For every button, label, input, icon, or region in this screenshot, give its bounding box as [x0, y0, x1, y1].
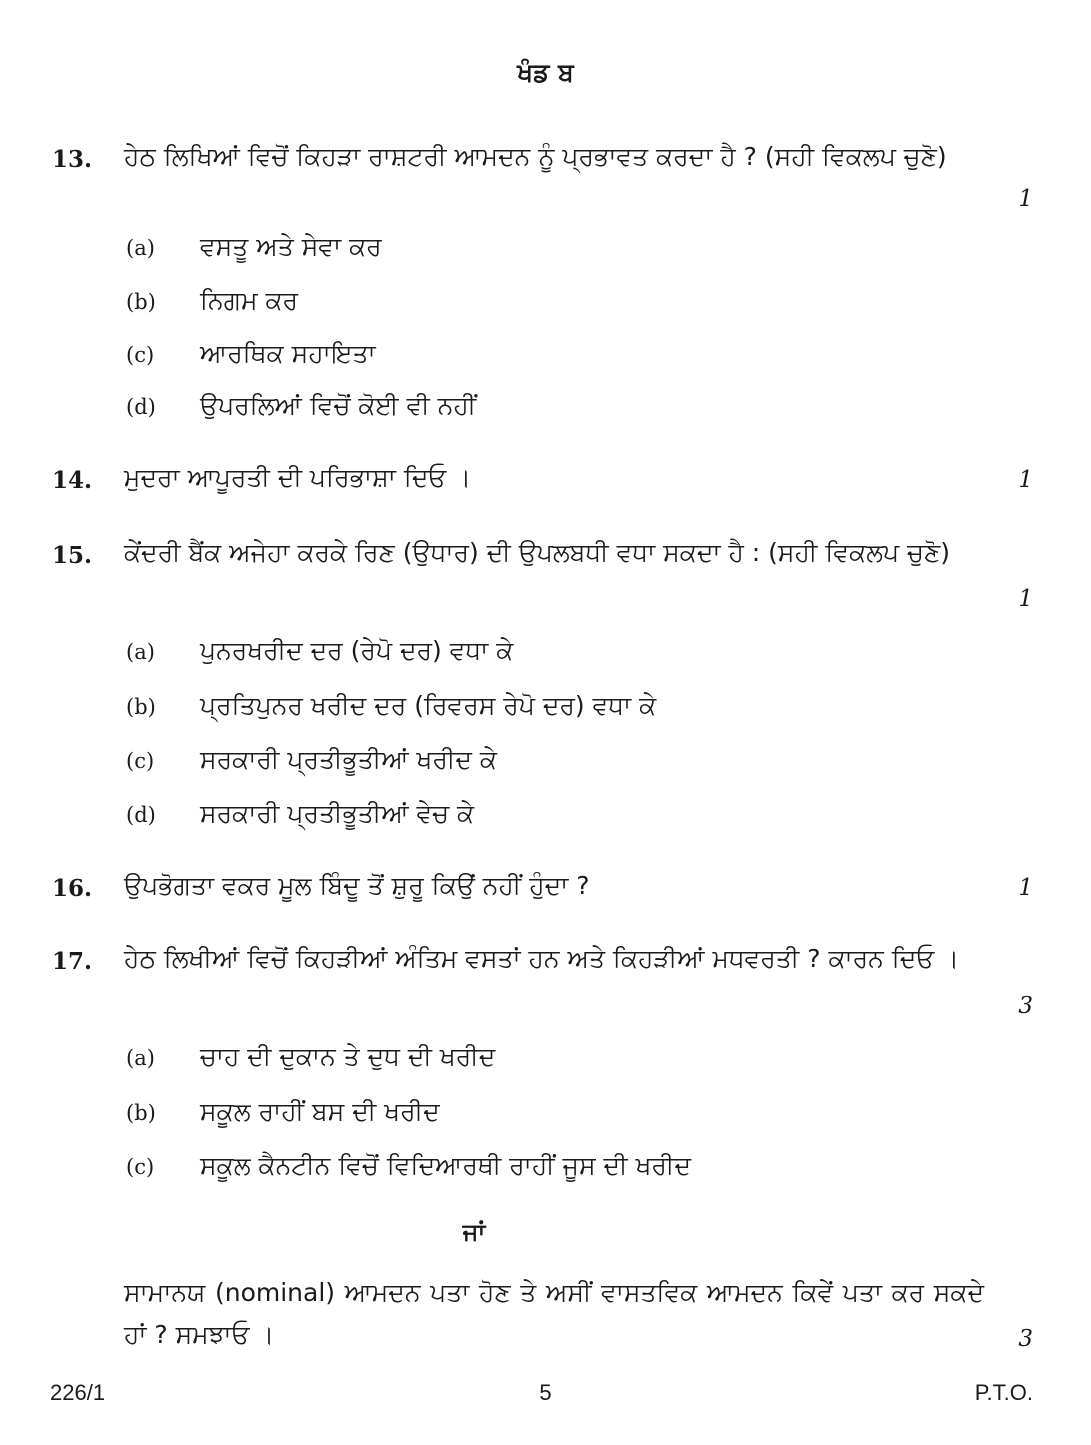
- question-16-number: 16.: [52, 875, 93, 902]
- question-13-text: ਹੇਠ ਲਿਖਿਆਂ ਵਿਚੋਂ ਕਿਹੜਾ ਰਾਸ਼ਟਰੀ ਆਮਦਨ ਨੂੰ ਪ੍ਰਭਾਵਤ ਕਰਦਾ ਹੈ ? (ਸਹੀ ਵਿਕਲਪ ਚੁਣੋ): [124, 142, 947, 171]
- question-14-text: ਮੁਦਰਾ ਆਪੂਰਤੀ ਦੀ ਪਰਿਭਾਸ਼ਾ ਦਿਓ ।: [124, 463, 472, 492]
- question-13-option-a: [126, 232, 382, 262]
- option-text: ਨਿਗਮ ਕਰ: [200, 286, 299, 315]
- option-text: ਸਕੂਲ ਰਾਹੀਂ ਬਸ ਦੀ ਖਰੀਦ: [200, 1097, 440, 1126]
- question-15-text: ਕੇਂਦਰੀ ਬੈਂਕ ਅਜੇਹਾ ਕਰਕੇ ਰਿਣ (ਉਧਾਰ) ਦੀ ਉਪਲਬਧੀ ਵਧਾ ਸਕਦਾ ਹੈ : (ਸਹੀ ਵਿਕਲਪ ਚੁਣੋ): [124, 538, 950, 567]
- option-text: ਸਕੂਲ ਕੈਨਟੀਨ ਵਿਚੋਂ ਵਿਦਿਆਰਥੀ ਰਾਹੀਂ ਜੂਸ ਦੀ ਖਰੀਦ: [200, 1151, 692, 1180]
- question-13-option-c: [126, 339, 376, 369]
- question-17-number: 17.: [52, 948, 93, 975]
- question-14-number: 14.: [52, 467, 93, 494]
- question-17-option-c: [126, 1151, 691, 1181]
- option-label: (a): [126, 236, 155, 260]
- question-16-text: ਉਪਭੋਗਤਾ ਵਕਰ ਮੂਲ ਬਿੰਦੂ ਤੋਂ ਸ਼ੁਰੂ ਕਿਉਂ ਨਹੀਂ ਹੁੰਦਾ ?: [124, 871, 590, 900]
- question-15-option-a: [126, 636, 513, 666]
- or-separator: ਜਾਂ: [462, 1218, 486, 1246]
- option-text: ਆਰਥਿਕ ਸਹਾਇਤਾ: [200, 339, 376, 368]
- footer-pto: P.T.O.: [974, 1380, 1033, 1405]
- question-13-number: 13.: [52, 146, 93, 173]
- option-label: (c): [126, 749, 155, 773]
- option-label: (a): [126, 1046, 155, 1070]
- option-label: (d): [126, 395, 156, 419]
- option-text: ਉਪਰਲਿਆਂ ਵਿਚੋਂ ਕੋਈ ਵੀ ਨਹੀਂ: [200, 391, 477, 420]
- footer-page-number: 5: [539, 1380, 552, 1405]
- section-title: ਖੰਡ ਬ: [517, 58, 574, 87]
- question-13-option-d: [126, 391, 476, 421]
- option-label: (c): [126, 343, 155, 367]
- option-text: ਪੁਨਰਖਰੀਦ ਦਰ (ਰੇਪੋ ਦਰ) ਵਧਾ ਕੇ: [200, 636, 514, 665]
- option-text: ਪ੍ਰਤਿਪੁਨਰ ਖਰੀਦ ਦਰ (ਰਿਵਰਸ ਰੇਪੋ ਦਰ) ਵਧਾ ਕੇ: [200, 691, 657, 720]
- question-15-marks: 1: [1018, 586, 1033, 612]
- option-text: ਸਰਕਾਰੀ ਪ੍ਰਤੀਭੂਤੀਆਂ ਖਰੀਦ ਕੇ: [200, 745, 497, 774]
- question-17-text: ਹੇਠ ਲਿਖੀਆਂ ਵਿਚੋਂ ਕਿਹੜੀਆਂ ਅੰਤਿਮ ਵਸਤਾਂ ਹਨ ਅਤੇ ਕਿਹੜੀਆਂ ਮਧਵਰਤੀ ? ਕਾਰਨ ਦਿਓ ।: [124, 944, 960, 973]
- question-15-number: 15.: [52, 542, 93, 569]
- question-13-marks: 1: [1018, 186, 1033, 212]
- option-label: (b): [126, 290, 156, 314]
- question-17-alternative-marks: 3: [1018, 1326, 1033, 1352]
- question-17-alternative-text: ਸਾਮਾਨਯ (nominal) ਆਮਦਨ ਪਤਾ ਹੋਣ ਤੇ ਅਸੀਂ ਵਾਸਤਵਿਕ ਆਮਦਨ ਕਿਵੇਂ ਪਤਾ ਕਰ ਸਕਦੇ ਹਾਂ ? ਸਮਝਾਓ ।: [124, 1278, 984, 1349]
- question-17-option-a: [126, 1042, 495, 1072]
- footer-paper-code: 226/1: [50, 1380, 106, 1405]
- option-label: (a): [126, 640, 155, 664]
- question-15-option-d: [126, 799, 474, 829]
- option-text: ਚਾਹ ਦੀ ਦੁਕਾਨ ਤੇ ਦੁਧ ਦੀ ਖਰੀਦ: [200, 1042, 496, 1071]
- option-text: ਸਰਕਾਰੀ ਪ੍ਰਤੀਭੂਤੀਆਂ ਵੇਚ ਕੇ: [200, 799, 475, 828]
- question-16-marks: 1: [1018, 875, 1033, 901]
- question-13-option-b: [126, 286, 298, 316]
- option-label: (b): [126, 1101, 156, 1125]
- question-17-marks: 3: [1018, 993, 1033, 1019]
- question-17-option-b: [126, 1097, 440, 1127]
- question-15-option-b: [126, 691, 656, 721]
- question-14-marks: 1: [1018, 467, 1033, 493]
- option-label: (d): [126, 803, 156, 827]
- question-15-option-c: [126, 745, 497, 775]
- option-label: (c): [126, 1155, 155, 1179]
- option-text: ਵਸਤੂ ਅਤੇ ਸੇਵਾ ਕਰ: [200, 232, 382, 261]
- option-label: (b): [126, 695, 156, 719]
